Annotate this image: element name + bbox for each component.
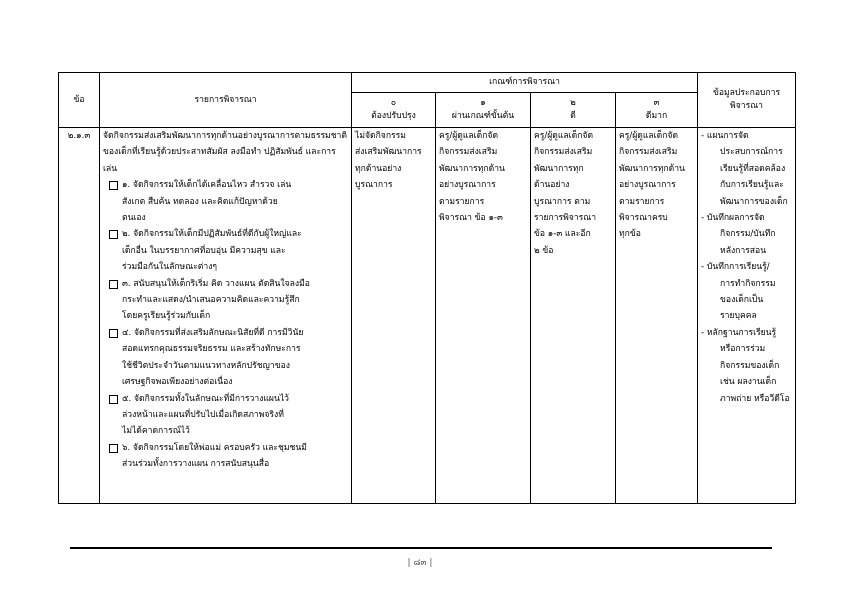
checkbox[interactable] (109, 280, 118, 289)
evidence-item: - บันทึกผลการจัด กิจกรรม/บันทึก หลังการสอน (701, 213, 776, 256)
checkbox[interactable] (109, 181, 118, 190)
level-1-cell: ครู/ผู้ดูแลเด็กจัด กิจกรรมส่งเสริม พัฒนาการทุกด้าน อย่างบูรณาการ ตามรายการ พิจารณา ข้อ ๑-๓ (436, 128, 531, 504)
checkbox[interactable] (109, 444, 118, 453)
evidence-item: - บันทึกการเรียนรู้/ การทำกิจกรรม ของเด็กเป็น รายบุคคล (701, 262, 776, 322)
item-title: จัดกิจกรรมส่งเสริมพัฒนาการทุกด้านอย่างบูรณาการตามธรรมชาติของเด็กที่เรียนรู้ด้วยประสาทสัมผัส ลงมือทำ ปฏิสัมพันธ์ และการเล่น (103, 131, 347, 174)
criteria-table (58, 72, 796, 504)
page-number: | ๘๓ | (407, 558, 433, 568)
checklist-item: ๓. สนับสนุนให้เด็กริเริ่ม คิด วางแผน ตัดสินใจลงมือ กระทำและแสดง/นำเสนอความคิดและความรู้สึก โดยครูเรียนรู้ร่วมกับเด็ก (103, 276, 348, 325)
level-3-cell: ครู/ผู้ดูแลเด็กจัด กิจกรรมส่งเสริม พัฒนาการทุกด้าน อย่างบูรณาการ ตามรายการ พิจารณาครบ ทุกข้อ (616, 128, 698, 504)
item-code: ๒.๑.๓ (59, 128, 100, 504)
level-0-cell: ไม่จัดกิจกรรม ส่งเสริมพัฒนาการ ทุกด้านอย่าง บูรณาการ (352, 128, 436, 504)
evidence-item: - หลักฐานการเรียนรู้ หรือการร่วม กิจกรรมของเด็ก เช่น ผลงานเด็ก ภาพถ่าย หรือวีดีโอ (701, 327, 790, 404)
item-cell (100, 128, 352, 504)
level-header-3: ๓ ดีมาก (616, 93, 698, 128)
header-criteria: เกณฑ์การพิจารณา (352, 73, 698, 93)
level-header-0: ๐ ต้องปรับปรุง (352, 93, 436, 128)
level-2-cell: ครู/ผู้ดูแลเด็กจัด กิจกรรมส่งเสริม พัฒนาการทุก ด้านอย่าง บูรณาการ ตาม รายการพิจารณา ข้อ ๑-๓ และอีก ๒ ข้อ (531, 128, 616, 504)
header-item: รายการพิจารณา (100, 73, 352, 128)
checklist-item: ๖. จัดกิจกรรมโดยให้พ่อแม่ ครอบครัว และชุมชนมี ส่วนร่วมทั้งการวางแผน การสนับสนุนสื่อ (103, 440, 348, 473)
footer-divider (70, 547, 772, 549)
checklist-item: ๒. จัดกิจกรรมให้เด็กมีปฏิสัมพันธ์ที่ดีกับผู้ใหญ่และ เด็กอื่น ในบรรยากาศที่อบอุ่น มีความสุข และ ร่วมมือกันในลักษณะต่างๆ (103, 226, 348, 275)
header-no: ข้อ (59, 73, 100, 128)
evidence-item: - แผนการจัด ประสบการณ์การ เรียนรู้ที่สอดคล้อง กับการเรียนรู้และ พัฒนาการของเด็ก (701, 131, 788, 207)
evidence-cell (698, 128, 796, 504)
checklist-item: ๔. จัดกิจกรรมที่ส่งเสริมลักษณะนิสัยที่ดี การมีวินัย สอดแทรกคุณธรรมจริยธรรม และสร้างทักษะการ ใช้ชีวิตประจำวันตามแนวทางหลักปรัชญาของ เศรษฐกิจพอเพียงอย่างต่อเนื่อง (103, 325, 348, 391)
checklist-item: ๕. จัดกิจกรรมทั้งในลักษณะที่มีการวางแผนไว้ ล่วงหน้าและแผนที่ปรับไปเมื่อเกิดสภาพจริงที่ ไม่ได้คาดการณ์ไว้ (103, 391, 348, 440)
level-header-1: ๑ ผ่านเกณฑ์ขั้นต้น (436, 93, 531, 128)
checkbox[interactable] (109, 395, 118, 404)
checkbox[interactable] (109, 230, 118, 239)
header-info: ข้อมูลประกอบการพิจารณา (698, 73, 796, 128)
checklist-item: ๑. จัดกิจกรรมให้เด็กได้เคลื่อนไหว สำรวจ เล่น สังเกต สืบค้น ทดลอง และคิดแก้ปัญหาด้วย ตนเอง (103, 177, 348, 226)
checklist (103, 177, 348, 472)
level-header-2: ๒ ดี (531, 93, 616, 128)
checkbox[interactable] (109, 329, 118, 338)
table-row (59, 128, 796, 504)
